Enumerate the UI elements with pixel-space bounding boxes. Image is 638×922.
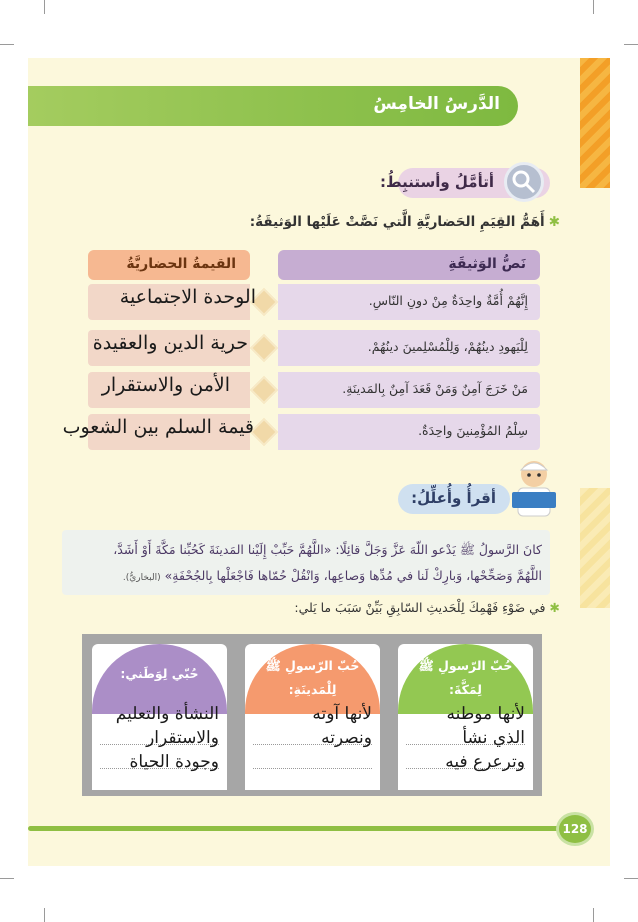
text-cell: سِلْمُ المُؤْمِنينَ واحِدَةٌ. xyxy=(278,414,540,450)
crop-mark xyxy=(0,44,14,45)
text-cell: مَنْ خَرَجَ آمِنٌ وَمَنْ قَعَدَ آمِنٌ بِالمَدينَةِ. xyxy=(278,372,540,408)
handwritten-answer: ونصرته xyxy=(321,728,372,748)
crop-mark xyxy=(44,0,45,14)
question-values: ✱أَهَمُّ القِيَمِ الحَضاريَّةِ الَّتي نَصَّتْ عَلَيْها الوَثيقَةُ: xyxy=(249,214,560,230)
card-homeland xyxy=(92,644,227,790)
card-medina xyxy=(245,644,380,790)
page-number: 128 xyxy=(556,812,594,846)
hadith-quote: كانَ الرَّسولُ ﷺ يَدْعو اللّهَ عَزَّ وَجَلَّ قائِلًا: «اللَّهُمَّ حَبِّبْ إِلَيْنا المَدينَةَ كَحُبِّنا مَكَّةَ أَوْ أَشَدَّ، اللَّهُمَّ وَصَحِّحْها، وَبارِكْ لَنا في مُدِّها وَصاعِها، وَانْقُلْ حُمّاها فَاجْعَلْها بِالجُحْفَةِ» (البخاريُّ). xyxy=(62,530,550,595)
card-mecca xyxy=(398,644,533,790)
handwritten-answer: لأنها آوته xyxy=(312,704,372,724)
header-text: نَصُّ الوَثيقَةِ xyxy=(278,250,540,280)
handwritten-answer: وجودة الحياة xyxy=(129,752,219,772)
handwritten-answer: وترعرع فيه xyxy=(445,752,525,772)
handwritten-answer: قيمة السلم بين الشعوب xyxy=(62,416,254,438)
handwritten-answer: لأنها موطنه xyxy=(446,704,525,724)
dotted-line xyxy=(253,768,372,769)
text-cell: إِنَّهُمْ أُمَّةٌ واحِدَةٌ مِنْ دونِ النّاسِ. xyxy=(278,284,540,320)
crop-mark xyxy=(44,908,45,922)
section-header-read xyxy=(398,484,510,514)
crop-mark xyxy=(624,878,638,879)
section-title: أتأمَّلُ وأستنبِطُ: xyxy=(380,173,494,191)
card-header: حُبّي لِوَطَني: xyxy=(92,644,227,714)
crop-mark xyxy=(0,878,14,879)
crop-mark xyxy=(624,44,638,45)
reading-boy-illustration xyxy=(508,456,560,518)
decorative-pattern xyxy=(580,488,610,608)
star-bullet-icon: ✱ xyxy=(549,600,560,615)
handwritten-answer: حرية الدين والعقيدة xyxy=(92,332,248,354)
section-header-reflect xyxy=(380,168,550,198)
handwritten-answer: الذي نشأ xyxy=(462,728,525,748)
text-cell: لِلْيَهودِ دينُهُمْ، وَلِلْمُسْلِمينَ دينُهُمْ. xyxy=(278,330,540,366)
handwritten-answer: النشأة والتعليم xyxy=(115,704,219,724)
question-reasons: ✱في ضَوْءِ فَهْمِكَ لِلْحَديثِ السّابِقِ بَيِّنْ سَبَبَ ما يَلي: xyxy=(294,600,560,615)
star-bullet-icon: ✱ xyxy=(548,214,560,230)
handwritten-answer: الأمن والاستقرار xyxy=(101,374,230,396)
card-header: حُبّ الرّسولِ ﷺ لِمَكَّةَ: xyxy=(398,644,533,714)
section-title: أقرأُ وأُعلِّلُ: xyxy=(411,489,496,507)
page-footer-bar xyxy=(28,826,568,831)
lesson-title: الدَّرسُ الخامِسُ xyxy=(373,94,500,114)
lesson-banner xyxy=(28,86,518,126)
handwritten-answer: الوحدة الاجتماعية xyxy=(119,286,256,308)
magnifier-pen-icon xyxy=(504,162,544,202)
card-header: حُبّ الرّسولِ ﷺ لِلْمَدينَةِ: xyxy=(245,644,380,714)
header-value: القيمةُ الحضاريَّةُ xyxy=(88,250,250,280)
decorative-pattern xyxy=(580,58,610,188)
handwritten-answer: والاستقرار xyxy=(146,728,219,748)
crop-mark xyxy=(593,0,594,14)
crop-mark xyxy=(593,908,594,922)
